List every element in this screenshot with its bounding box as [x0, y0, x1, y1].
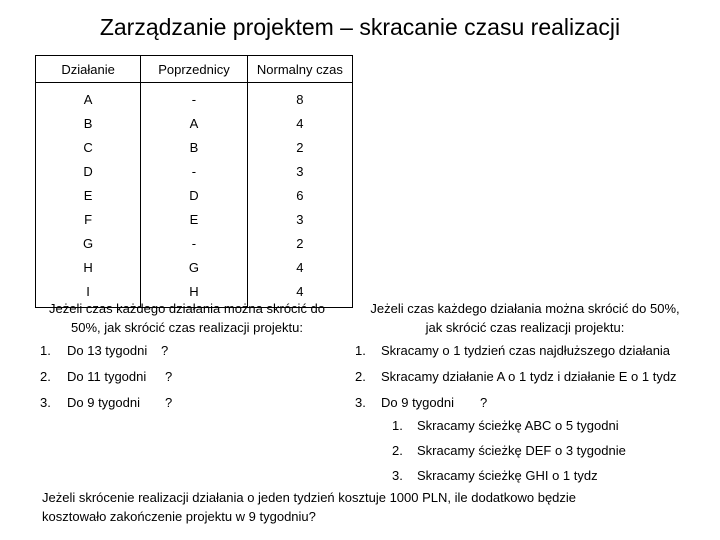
left-item-3-number: 3. [40, 395, 51, 410]
table-cell: E [189, 212, 199, 227]
left-item-3-mark: ? [165, 395, 173, 410]
sub-item-3-number: 3. [392, 468, 403, 483]
left-item-2-text: Do 11 tygodni [67, 369, 147, 384]
table-cell: 6 [296, 188, 304, 203]
left-question [36, 299, 338, 337]
right-question [356, 299, 694, 337]
table-cell: D [189, 188, 199, 203]
table-cell: F [84, 212, 93, 227]
header-activity: Działanie [36, 56, 141, 83]
right-item-3-mark: ? [480, 395, 488, 410]
table-cell: 4 [296, 116, 304, 131]
table-cell: 2 [296, 236, 304, 251]
predecessors-column [141, 83, 247, 308]
right-item-1-number: 1. [355, 343, 366, 358]
sub-item-2-text: Skracamy ścieżkę DEF o 3 tygodnie [417, 443, 626, 458]
right-item-1-text: Skracamy o 1 tydzień czas najdłuższego działania [381, 343, 671, 358]
final-question-line2: kosztowało zakończenie projektu w 9 tygodniu? [42, 509, 316, 524]
table-cell: 2 [296, 140, 304, 155]
table-cell: A [189, 116, 199, 131]
final-question [42, 488, 682, 526]
activity-table [35, 55, 353, 308]
left-item-1-mark: ? [161, 343, 169, 358]
table-cell: 3 [296, 212, 304, 227]
table-cell: B [189, 140, 199, 155]
table-cell: 4 [296, 260, 304, 275]
table-cell: 3 [296, 164, 304, 179]
page-title: Zarządzanie projektem – skracanie czasu realizacji [99, 14, 621, 40]
right-item-2-text: Skracamy działanie A o 1 tydz i działanie E o 1 tydz [381, 369, 677, 384]
table-body-row [36, 83, 353, 308]
table-cell: - [191, 164, 197, 179]
table-cell: 4 [296, 284, 304, 299]
right-item-2-number: 2. [355, 369, 366, 384]
sub-item-3-text: Skracamy ścieżkę GHI o 1 tydz [417, 468, 598, 483]
header-predecessors: Poprzednicy [141, 56, 247, 83]
header-normal-time: Normalny czas [247, 56, 352, 83]
left-question-line2: 50%, jak skrócić czas realizacji projektu: [71, 320, 303, 335]
table-cell: 8 [296, 92, 304, 107]
normal-times-column [247, 83, 352, 308]
table-header-row [36, 56, 353, 83]
table-cell: - [191, 236, 197, 251]
table-cell: G [83, 236, 94, 251]
final-question-line1: Jeżeli skrócenie realizacji działania o jeden tydzień kosztuje 1000 PLN, ile dodatkowo będzie [42, 490, 577, 505]
sub-item-1-text: Skracamy ścieżkę ABC o 5 tygodni [417, 418, 619, 433]
table-cell: C [83, 140, 93, 155]
table-cell: H [189, 284, 199, 299]
right-item-3-number: 3. [355, 395, 366, 410]
table-cell: B [83, 116, 93, 131]
table-cell: H [83, 260, 93, 275]
left-item-2-mark: ? [165, 369, 173, 384]
table-cell: G [188, 260, 200, 275]
left-item-2-number: 2. [40, 369, 51, 384]
table-cell: D [83, 164, 93, 179]
right-item-3-text: Do 9 tygodni [381, 395, 454, 410]
table-cell: - [191, 92, 197, 107]
table-cell: A [83, 92, 93, 107]
left-question-line1: Jeżeli czas każdego działania można skrócić do [48, 301, 326, 316]
activities-column [36, 83, 141, 308]
table-cell: I [86, 284, 90, 299]
table-cell: E [83, 188, 93, 203]
left-item-1-number: 1. [40, 343, 51, 358]
right-question-line2: jak skrócić czas realizacji projektu: [425, 320, 625, 335]
right-question-line1: Jeżeli czas każdego działania można skrócić do 50%, [370, 301, 680, 316]
left-item-3-text: Do 9 tygodni [67, 395, 140, 410]
sub-item-1-number: 1. [392, 418, 403, 433]
left-item-1-text: Do 13 tygodni [67, 343, 148, 358]
sub-item-2-number: 2. [392, 443, 403, 458]
